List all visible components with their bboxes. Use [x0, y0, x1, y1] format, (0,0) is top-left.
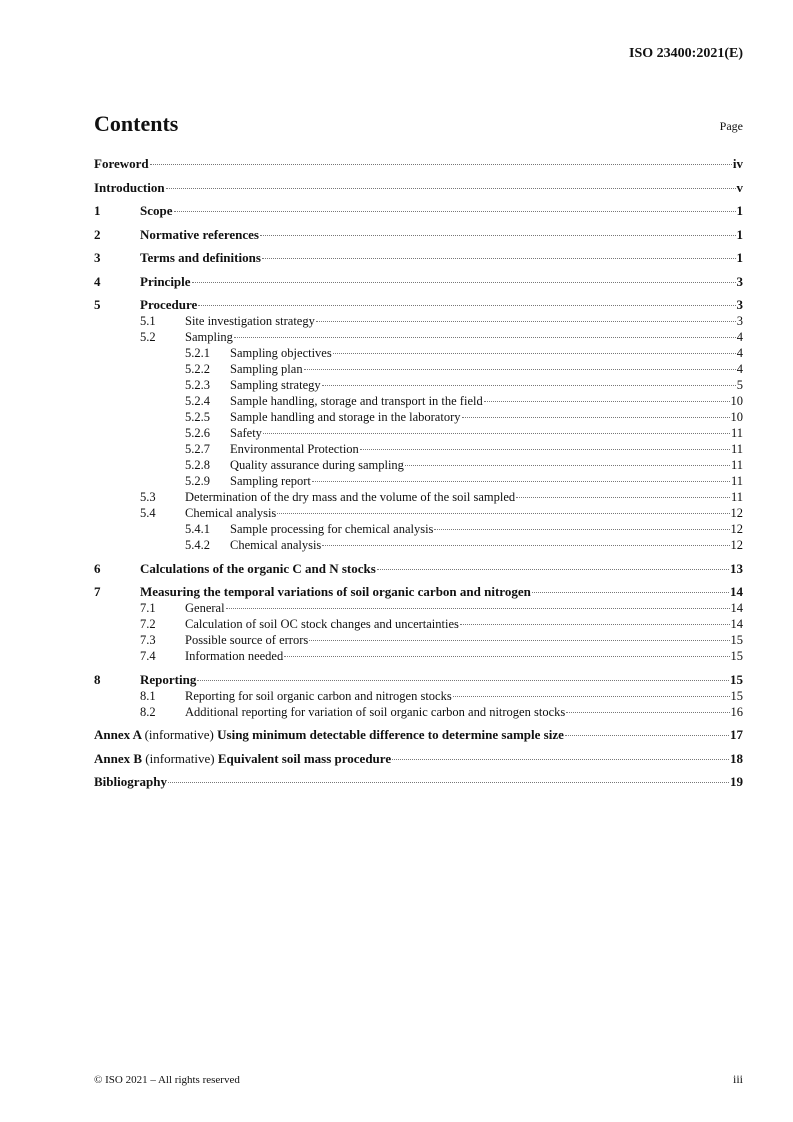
toc-entry[interactable]	[94, 751, 743, 767]
toc-entry-title: Terms and definitions	[140, 250, 261, 265]
toc-entry[interactable]	[94, 329, 743, 345]
toc-entry-page: 4	[736, 330, 743, 344]
toc-entry-title	[94, 751, 391, 767]
copyright-notice: © ISO 2021 – All rights reserved	[94, 1074, 240, 1086]
toc-entry-page: 16	[730, 704, 743, 719]
toc-entry[interactable]	[94, 377, 743, 393]
toc-entry-title: Calculations of the organic C and N stocks	[140, 560, 376, 576]
dot-leader	[234, 337, 736, 338]
toc-entry[interactable]	[94, 688, 743, 704]
dot-leader	[322, 385, 736, 386]
toc-entry-title: Site investigation strategy	[185, 314, 315, 328]
toc-entry[interactable]	[94, 704, 743, 720]
dot-leader	[516, 497, 730, 498]
toc-entry[interactable]	[94, 180, 743, 196]
toc-entry-page: 10	[730, 394, 743, 408]
toc-entry[interactable]	[94, 584, 743, 600]
dot-leader	[304, 369, 736, 370]
toc-entry-title: Chemical analysis	[185, 506, 277, 520]
toc-entry-title	[94, 727, 564, 743]
toc-entry[interactable]	[94, 361, 743, 377]
toc-entry-number: 3	[94, 250, 101, 265]
toc-entry-number: 7	[94, 584, 101, 599]
annex-informative: (informative)	[144, 727, 214, 742]
toc-entry-title: Determination of the dry mass and the volume of the soil sampled	[185, 490, 516, 504]
dot-leader	[197, 680, 729, 681]
annex-label: Annex B	[94, 750, 143, 766]
dot-leader	[174, 211, 736, 212]
dot-leader	[460, 624, 730, 625]
toc-entry-title: Sampling report	[230, 474, 311, 488]
toc-entry-title: Introduction	[94, 179, 165, 195]
dot-leader	[277, 513, 729, 514]
toc-entry-number: 5.2.1	[185, 346, 210, 360]
toc-entry-number: 5.2.7	[185, 442, 210, 456]
toc-entry-title: Safety	[230, 426, 262, 440]
toc-entry-number: 5.2.3	[185, 378, 210, 392]
toc-entry-number: 5.2.6	[185, 426, 210, 440]
toc-entry-number: 7.1	[140, 601, 156, 615]
toc-entry[interactable]	[94, 441, 743, 457]
toc-entry-number: 5.4	[140, 506, 156, 520]
toc-entry-title: Measuring the temporal variations of soil organic carbon and nitrogen	[140, 584, 531, 599]
toc-entry-page: 11	[730, 426, 743, 440]
toc-entry-title: General	[185, 601, 225, 615]
toc-entry-page: 1	[736, 203, 743, 218]
toc-entry-number: 7.4	[140, 649, 156, 663]
dot-leader	[260, 235, 736, 236]
dot-leader	[316, 321, 736, 322]
toc-entry-title: Sampling	[185, 330, 233, 344]
toc-entry[interactable]	[94, 297, 743, 313]
toc-entry-title: Sample handling, storage and transport in the field	[230, 394, 483, 408]
toc-entry-title: Calculation of soil OC stock changes and uncertainties	[185, 617, 459, 631]
dot-leader	[453, 696, 730, 697]
dot-leader	[309, 640, 729, 641]
toc-entry-page: 4	[736, 346, 743, 360]
toc-entry[interactable]	[94, 393, 743, 409]
toc-entry[interactable]	[94, 425, 743, 441]
toc-entry-page: 14	[730, 601, 743, 615]
toc-entry-title: Sampling strategy	[230, 378, 321, 392]
toc-entry-number: 8.1	[140, 688, 156, 703]
toc-entry-page: iv	[732, 156, 743, 171]
toc-entry[interactable]	[94, 521, 743, 537]
toc-entry-number: 5	[94, 297, 101, 312]
toc-entry-page: 5	[736, 378, 743, 392]
toc-entry[interactable]	[94, 473, 743, 489]
toc-entry-number: 2	[94, 226, 101, 242]
toc-entry-title: Principle	[140, 273, 191, 289]
dot-leader	[263, 433, 730, 434]
toc-entry-number: 6	[94, 560, 101, 576]
toc-entry-title: Foreword	[94, 156, 149, 171]
toc-entry-number: 5.2	[140, 330, 156, 344]
toc-entry-page: 12	[730, 506, 743, 520]
toc-entry-page: 13	[730, 560, 743, 576]
toc-entry-title: Procedure	[140, 297, 198, 312]
toc-entry[interactable]	[94, 489, 743, 505]
toc-entry-title: Reporting	[140, 671, 197, 687]
toc-entry-title: Reporting for soil organic carbon and nitrogen stocks	[185, 688, 452, 703]
toc-entry-title: Environmental Protection	[230, 442, 359, 456]
toc-entry-page: 1	[736, 226, 743, 242]
toc-entry-title: Information needed	[185, 649, 284, 663]
toc-entry-page: 12	[730, 538, 743, 552]
toc-entry-title: Bibliography	[94, 774, 167, 789]
dot-leader	[166, 188, 736, 189]
toc-entry[interactable]	[94, 227, 743, 243]
toc-entry[interactable]	[94, 600, 743, 616]
toc-entry[interactable]	[94, 457, 743, 473]
toc-entry-number: 5.2.9	[185, 474, 210, 488]
dot-leader	[168, 782, 729, 783]
dot-leader	[565, 735, 729, 736]
toc-entry[interactable]	[94, 616, 743, 632]
toc-entry-number: 4	[94, 273, 101, 289]
toc-entry-title: Sampling plan	[230, 362, 303, 376]
dot-leader	[284, 656, 729, 657]
toc-entry-title: Normative references	[140, 226, 259, 242]
document-id: ISO 23400:2021(E)	[629, 46, 743, 61]
toc-entry-title: Quality assurance during sampling	[230, 458, 404, 472]
dot-leader	[322, 545, 729, 546]
toc-entry-page: 11	[730, 474, 743, 488]
page-title: Contents	[94, 111, 179, 136]
toc-entry-page: 15	[730, 688, 743, 703]
annex-label: Annex A	[94, 727, 142, 742]
toc-entry-page: 15	[730, 671, 743, 687]
toc-entry-number: 7.2	[140, 617, 156, 631]
toc-entry-number: 5.2.4	[185, 394, 210, 408]
toc-entry-page: 19	[730, 774, 743, 789]
toc-entry[interactable]	[94, 313, 743, 329]
toc-entry-page: 11	[730, 490, 743, 504]
dot-leader	[150, 164, 732, 165]
toc-entry[interactable]	[94, 203, 743, 219]
dot-leader	[312, 481, 730, 482]
toc-entry[interactable]	[94, 505, 743, 521]
toc-entry-page: v	[736, 179, 743, 195]
toc-entry[interactable]	[94, 537, 743, 553]
toc-entry-title: Scope	[140, 203, 173, 218]
toc-entry[interactable]	[94, 632, 743, 648]
toc-entry-number: 8.2	[140, 704, 156, 719]
dot-leader	[377, 569, 729, 570]
toc-entry-title: Sampling objectives	[230, 346, 332, 360]
dot-leader	[434, 529, 729, 530]
toc-entry-number: 5.3	[140, 490, 156, 504]
dot-leader	[532, 592, 729, 593]
toc-entry-title: Sample processing for chemical analysis	[230, 522, 434, 536]
toc-entry-number: 5.4.1	[185, 522, 210, 536]
toc-entry-number: 5.4.2	[185, 538, 210, 552]
toc-entry[interactable]	[94, 274, 743, 290]
annex-title: Using minimum detectable difference to determine sample size	[217, 727, 564, 742]
toc-entry-number: 5.2.2	[185, 362, 210, 376]
toc-entry-title: Additional reporting for variation of soil organic carbon and nitrogen stocks	[185, 704, 566, 719]
toc-entry-page: 15	[730, 649, 743, 663]
dot-leader	[226, 608, 730, 609]
toc-entry[interactable]	[94, 156, 743, 172]
page-number: iii	[732, 1072, 743, 1086]
table-of-contents	[94, 156, 743, 790]
dot-leader	[392, 759, 729, 760]
dot-leader	[462, 417, 730, 418]
toc-entry[interactable]	[94, 250, 743, 266]
toc-entry-number: 7.3	[140, 633, 156, 647]
toc-entry-title: Sample handling and storage in the laboratory	[230, 410, 461, 424]
toc-entry-number: 5.2.5	[185, 410, 210, 424]
toc-entry-page: 4	[736, 362, 743, 376]
toc-entry-number: 5.1	[140, 314, 156, 328]
toc-entry-page: 3	[736, 314, 743, 328]
toc-entry-page: 15	[730, 633, 743, 647]
toc-entry-number: 1	[94, 203, 101, 218]
dot-leader	[360, 449, 730, 450]
dot-leader	[198, 305, 735, 306]
toc-entry[interactable]	[94, 648, 743, 664]
toc-entry-number: 8	[94, 671, 101, 687]
dot-leader	[262, 258, 736, 259]
toc-entry[interactable]	[94, 672, 743, 688]
dot-leader	[192, 282, 736, 283]
toc-entry-number: 5.2.8	[185, 458, 210, 472]
toc-entry-page: 14	[730, 617, 743, 631]
annex-title: Equivalent soil mass procedure	[217, 750, 392, 766]
toc-entry-page: 11	[730, 442, 743, 456]
page-column-label: Page	[719, 119, 743, 133]
toc-entry-page: 1	[736, 250, 743, 265]
toc-entry-page: 18	[730, 750, 743, 766]
toc-entry[interactable]	[94, 345, 743, 361]
toc-entry[interactable]	[94, 727, 743, 743]
toc-entry-page: 11	[730, 458, 743, 472]
dot-leader	[333, 353, 736, 354]
toc-entry-page: 3	[736, 273, 743, 289]
toc-entry-page: 14	[730, 584, 743, 599]
toc-entry[interactable]	[94, 409, 743, 425]
toc-entry-page: 12	[730, 522, 743, 536]
toc-entry-page: 3	[736, 297, 743, 312]
toc-entry-page: 17	[730, 727, 743, 742]
toc-entry-title: Possible source of errors	[185, 633, 309, 647]
dot-leader	[484, 401, 730, 402]
dot-leader	[566, 712, 729, 713]
annex-informative: (informative)	[145, 750, 215, 766]
toc-entry-title: Chemical analysis	[230, 538, 322, 552]
toc-entry[interactable]	[94, 561, 743, 577]
dot-leader	[405, 465, 730, 466]
toc-entry-page: 10	[730, 410, 743, 424]
toc-entry[interactable]	[94, 774, 743, 790]
